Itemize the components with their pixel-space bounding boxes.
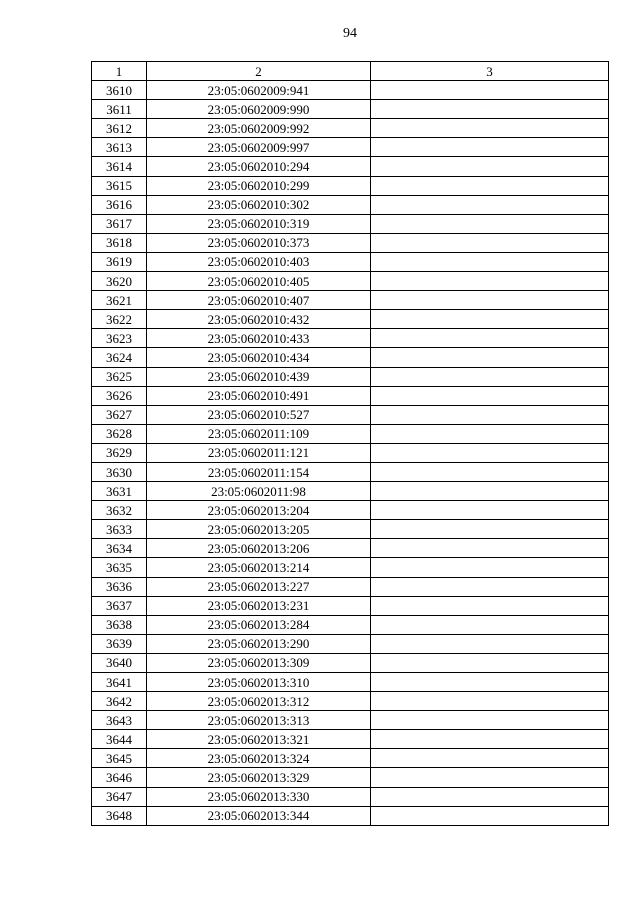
row-number-cell: 3646 xyxy=(92,768,147,787)
cadastral-number-cell: 23:05:0602013:344 xyxy=(147,806,371,825)
cadastral-number-cell: 23:05:0602009:992 xyxy=(147,119,371,138)
cadastral-number-cell: 23:05:0602013:204 xyxy=(147,501,371,520)
note-cell xyxy=(371,730,609,749)
cadastral-number-cell: 23:05:0602010:407 xyxy=(147,291,371,310)
table-row xyxy=(92,711,609,730)
table-row xyxy=(92,653,609,672)
cadastral-number-cell: 23:05:0602010:403 xyxy=(147,252,371,271)
table-row xyxy=(92,233,609,252)
cadastral-number-cell: 23:05:0602010:527 xyxy=(147,405,371,424)
note-cell xyxy=(371,806,609,825)
note-cell xyxy=(371,424,609,443)
table-row xyxy=(92,386,609,405)
row-number-cell: 3625 xyxy=(92,367,147,386)
table-row xyxy=(92,501,609,520)
row-number-cell: 3641 xyxy=(92,673,147,692)
cadastral-number-cell: 23:05:0602013:227 xyxy=(147,577,371,596)
note-cell xyxy=(371,195,609,214)
note-cell xyxy=(371,462,609,481)
note-cell xyxy=(371,673,609,692)
cadastral-number-cell: 23:05:0602011:109 xyxy=(147,424,371,443)
table-row xyxy=(92,138,609,157)
table-row xyxy=(92,252,609,271)
row-number-cell: 3626 xyxy=(92,386,147,405)
row-number-cell: 3617 xyxy=(92,214,147,233)
table-row xyxy=(92,310,609,329)
cadastral-number-cell: 23:05:0602013:206 xyxy=(147,539,371,558)
note-cell xyxy=(371,157,609,176)
page-number: 94 xyxy=(343,26,357,41)
row-number-cell: 3642 xyxy=(92,692,147,711)
row-number-cell: 3635 xyxy=(92,558,147,577)
note-cell xyxy=(371,539,609,558)
table-row xyxy=(92,291,609,310)
column-header-3: 3 xyxy=(371,62,609,81)
row-number-cell: 3643 xyxy=(92,711,147,730)
table-row xyxy=(92,119,609,138)
cadastral-number-cell: 23:05:0602013:231 xyxy=(147,596,371,615)
cadastral-number-cell: 23:05:0602009:997 xyxy=(147,138,371,157)
note-cell xyxy=(371,443,609,462)
note-cell xyxy=(371,386,609,405)
table-row xyxy=(92,577,609,596)
note-cell xyxy=(371,233,609,252)
note-cell xyxy=(371,692,609,711)
cadastral-number-cell: 23:05:0602010:433 xyxy=(147,329,371,348)
cadastral-number-cell: 23:05:0602011:154 xyxy=(147,462,371,481)
cadastral-number-cell: 23:05:0602010:373 xyxy=(147,233,371,252)
cadastral-number-cell: 23:05:0602010:319 xyxy=(147,214,371,233)
cadastral-number-cell: 23:05:0602013:290 xyxy=(147,634,371,653)
table-row xyxy=(92,730,609,749)
cadastral-number-cell: 23:05:0602013:330 xyxy=(147,787,371,806)
note-cell xyxy=(371,482,609,501)
table-row xyxy=(92,806,609,825)
row-number-cell: 3618 xyxy=(92,233,147,252)
table-row xyxy=(92,367,609,386)
note-cell xyxy=(371,634,609,653)
table-row xyxy=(92,100,609,119)
table-row xyxy=(92,539,609,558)
table-row xyxy=(92,214,609,233)
cadastral-number-cell: 23:05:0602013:324 xyxy=(147,749,371,768)
column-header-1: 1 xyxy=(92,62,147,81)
row-number-cell: 3645 xyxy=(92,749,147,768)
row-number-cell: 3616 xyxy=(92,195,147,214)
note-cell xyxy=(371,310,609,329)
table-row xyxy=(92,749,609,768)
table-body xyxy=(92,81,609,826)
note-cell xyxy=(371,405,609,424)
note-cell xyxy=(371,81,609,100)
cadastral-number-cell: 23:05:0602010:302 xyxy=(147,195,371,214)
row-number-cell: 3611 xyxy=(92,100,147,119)
row-number-cell: 3632 xyxy=(92,501,147,520)
table-header-row xyxy=(92,62,609,81)
table-row xyxy=(92,81,609,100)
table-row xyxy=(92,673,609,692)
note-cell xyxy=(371,501,609,520)
cadastral-number-cell: 23:05:0602010:299 xyxy=(147,176,371,195)
cadastral-number-cell: 23:05:0602013:310 xyxy=(147,673,371,692)
table-row xyxy=(92,176,609,195)
row-number-cell: 3623 xyxy=(92,329,147,348)
row-number-cell: 3631 xyxy=(92,482,147,501)
cadastral-number-cell: 23:05:0602011:98 xyxy=(147,482,371,501)
note-cell xyxy=(371,329,609,348)
table-row xyxy=(92,615,609,634)
cadastral-number-cell: 23:05:0602010:491 xyxy=(147,386,371,405)
note-cell xyxy=(371,367,609,386)
cadastral-number-cell: 23:05:0602010:405 xyxy=(147,272,371,291)
table-row xyxy=(92,558,609,577)
row-number-cell: 3621 xyxy=(92,291,147,310)
note-cell xyxy=(371,119,609,138)
column-header-2: 2 xyxy=(147,62,371,81)
table-row xyxy=(92,787,609,806)
row-number-cell: 3633 xyxy=(92,520,147,539)
table-row xyxy=(92,272,609,291)
note-cell xyxy=(371,176,609,195)
row-number-cell: 3637 xyxy=(92,596,147,615)
row-number-cell: 3639 xyxy=(92,634,147,653)
table-row xyxy=(92,768,609,787)
row-number-cell: 3620 xyxy=(92,272,147,291)
row-number-cell: 3644 xyxy=(92,730,147,749)
note-cell xyxy=(371,596,609,615)
cadastral-number-cell: 23:05:0602009:990 xyxy=(147,100,371,119)
table-row xyxy=(92,424,609,443)
cadastral-number-cell: 23:05:0602013:205 xyxy=(147,520,371,539)
table-row xyxy=(92,482,609,501)
cadastral-number-cell: 23:05:0602010:432 xyxy=(147,310,371,329)
note-cell xyxy=(371,348,609,367)
table-row xyxy=(92,443,609,462)
note-cell xyxy=(371,768,609,787)
note-cell xyxy=(371,653,609,672)
cadastral-number-cell: 23:05:0602013:321 xyxy=(147,730,371,749)
note-cell xyxy=(371,787,609,806)
row-number-cell: 3634 xyxy=(92,539,147,558)
table-row xyxy=(92,157,609,176)
note-cell xyxy=(371,291,609,310)
cadastral-number-cell: 23:05:0602013:313 xyxy=(147,711,371,730)
note-cell xyxy=(371,100,609,119)
row-number-cell: 3638 xyxy=(92,615,147,634)
cadastral-number-cell: 23:05:0602013:309 xyxy=(147,653,371,672)
table-row xyxy=(92,329,609,348)
note-cell xyxy=(371,558,609,577)
row-number-cell: 3615 xyxy=(92,176,147,195)
table-row xyxy=(92,462,609,481)
note-cell xyxy=(371,711,609,730)
cadastral-number-cell: 23:05:0602010:439 xyxy=(147,367,371,386)
row-number-cell: 3640 xyxy=(92,653,147,672)
cadastral-number-cell: 23:05:0602013:312 xyxy=(147,692,371,711)
row-number-cell: 3628 xyxy=(92,424,147,443)
row-number-cell: 3627 xyxy=(92,405,147,424)
cadastral-number-cell: 23:05:0602013:329 xyxy=(147,768,371,787)
row-number-cell: 3648 xyxy=(92,806,147,825)
table-row xyxy=(92,596,609,615)
table-row xyxy=(92,692,609,711)
row-number-cell: 3630 xyxy=(92,462,147,481)
row-number-cell: 3629 xyxy=(92,443,147,462)
row-number-cell: 3614 xyxy=(92,157,147,176)
note-cell xyxy=(371,252,609,271)
note-cell xyxy=(371,520,609,539)
row-number-cell: 3613 xyxy=(92,138,147,157)
note-cell xyxy=(371,272,609,291)
row-number-cell: 3636 xyxy=(92,577,147,596)
table-row xyxy=(92,195,609,214)
cadastral-number-cell: 23:05:0602010:434 xyxy=(147,348,371,367)
row-number-cell: 3612 xyxy=(92,119,147,138)
note-cell xyxy=(371,615,609,634)
cadastral-number-cell: 23:05:0602011:121 xyxy=(147,443,371,462)
note-cell xyxy=(371,214,609,233)
table-row xyxy=(92,634,609,653)
cadastral-number-cell: 23:05:0602013:214 xyxy=(147,558,371,577)
note-cell xyxy=(371,577,609,596)
table-row xyxy=(92,405,609,424)
row-number-cell: 3610 xyxy=(92,81,147,100)
row-number-cell: 3619 xyxy=(92,252,147,271)
table-row xyxy=(92,348,609,367)
cadastral-number-cell: 23:05:0602010:294 xyxy=(147,157,371,176)
row-number-cell: 3647 xyxy=(92,787,147,806)
row-number-cell: 3622 xyxy=(92,310,147,329)
cadastral-table xyxy=(91,61,609,826)
table-row xyxy=(92,520,609,539)
note-cell xyxy=(371,749,609,768)
cadastral-number-cell: 23:05:0602013:284 xyxy=(147,615,371,634)
note-cell xyxy=(371,138,609,157)
cadastral-number-cell: 23:05:0602009:941 xyxy=(147,81,371,100)
row-number-cell: 3624 xyxy=(92,348,147,367)
